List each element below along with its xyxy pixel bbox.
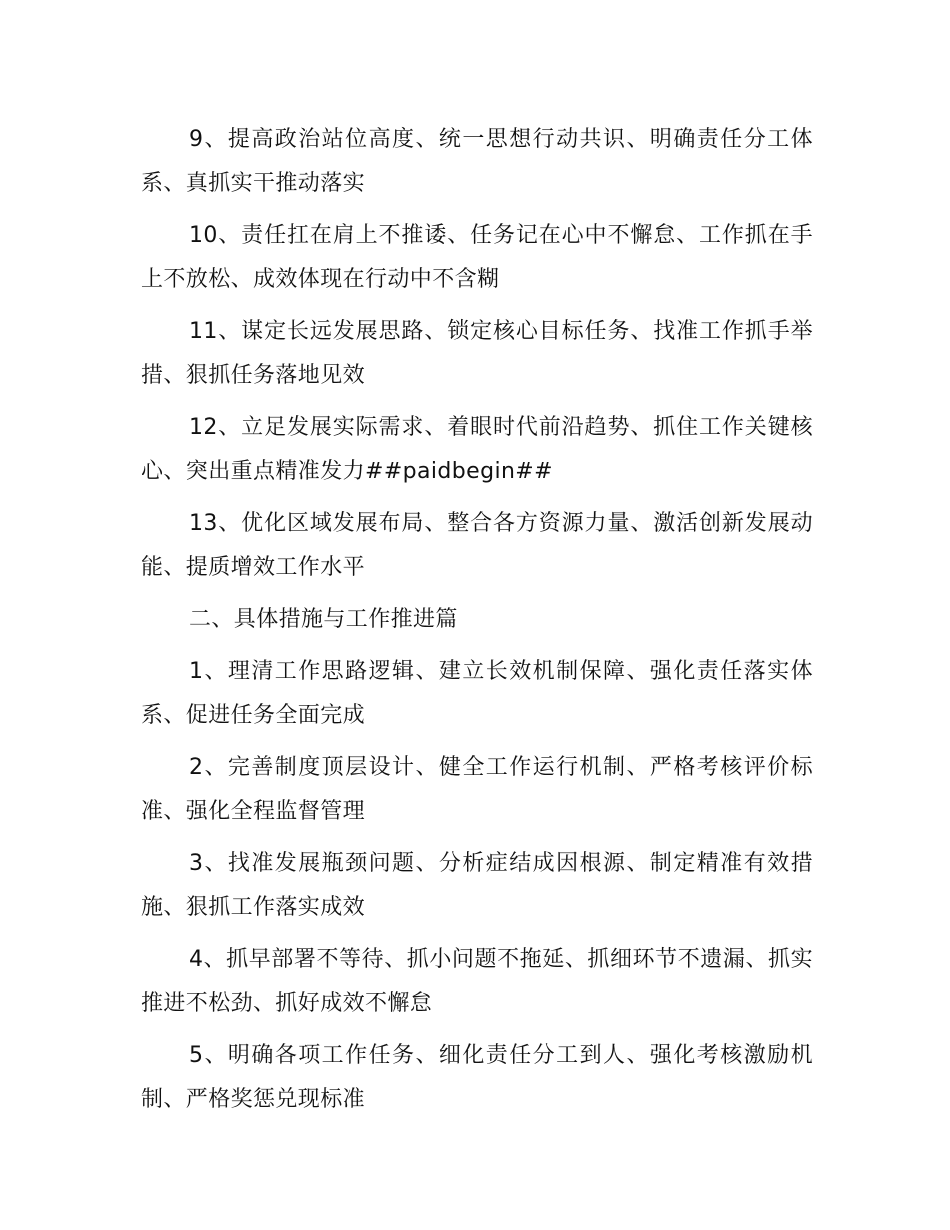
paragraph-item-5: 5、明确各项工作任务、细化责任分工到人、强化考核激励机制、严格奖惩兑现标准: [141, 1043, 813, 1112]
section-heading: 二、具体措施与工作推进篇: [189, 607, 458, 632]
paragraph-item-12: 12、立足发展实际需求、着眼时代前沿趋势、抓住工作关键核心、突出重点精准发力##paidbegin##: [141, 415, 813, 484]
paragraph-item-4: 4、抓早部署不等待、抓小问题不拖延、抓细环节不遗漏、抓实推进不松劲、抓好成效不懈怠: [141, 947, 813, 1016]
document-body: [141, 118, 813, 1130]
paragraph-item-10: 10、责任扛在肩上不推诿、任务记在心中不懈怠、工作抓在手上不放松、成效体现在行动中不含糊: [141, 223, 813, 292]
paragraph-item-2: 2、完善制度顶层设计、健全工作运行机制、严格考核评价标准、强化全程监督管理: [141, 755, 813, 824]
paragraph-item-13: 13、优化区域发展布局、整合各方资源力量、激活创新发展动能、提质增效工作水平: [141, 511, 813, 580]
paragraph-item-9: 9、提高政治站位高度、统一思想行动共识、明确责任分工体系、真抓实干推动落实: [141, 127, 813, 196]
paragraph-item-11: 11、谋定长远发展思路、锁定核心目标任务、找准工作抓手举措、狠抓任务落地见效: [141, 319, 813, 388]
paragraph-item-1: 1、理清工作思路逻辑、建立长效机制保障、强化责任落实体系、促进任务全面完成: [141, 659, 813, 728]
paragraph-item-3: 3、找准发展瓶颈问题、分析症结成因根源、制定精准有效措施、狠抓工作落实成效: [141, 851, 813, 920]
